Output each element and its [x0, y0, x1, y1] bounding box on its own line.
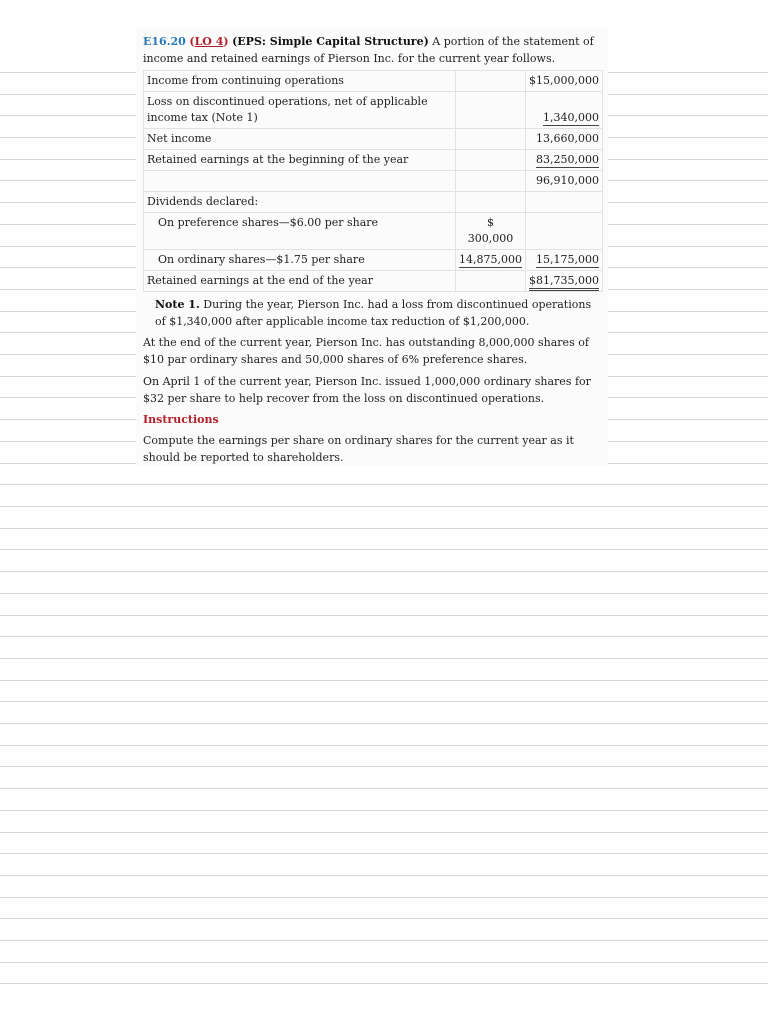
row-col3: 96,910,000 [526, 171, 603, 192]
table-row [144, 171, 603, 192]
row-label: On preference shares—$6.00 per share [144, 213, 456, 250]
row-col2-cell [456, 250, 526, 271]
table-row [144, 192, 603, 213]
rule-line [0, 571, 768, 572]
row-col3-cell [526, 92, 603, 129]
table-row [144, 71, 603, 92]
row-col3: 13,660,000 [526, 129, 603, 150]
row-label: Retained earnings at the end of the year [144, 271, 456, 292]
table-row [144, 92, 603, 129]
lo-close-paren: ) [223, 35, 229, 48]
row-label: Retained earnings at the beginning of the year [144, 150, 456, 171]
row-col3: $15,000,000 [526, 71, 603, 92]
table-row [144, 250, 603, 271]
row-col3: 1,340,000 [543, 111, 599, 124]
row-col2 [456, 71, 526, 92]
instructions-heading: Instructions [143, 413, 219, 426]
dollar-sign: $ [487, 216, 495, 229]
exercise-heading [143, 33, 603, 67]
paragraph-share-issuance: On April 1 of the current year, Pierson Inc. issued 1,000,000 ordinary shares for $32 per share to help recover from the loss on discontinued operations. [143, 375, 591, 405]
rule-line [0, 940, 768, 941]
table-row [144, 213, 603, 250]
rule-line [0, 636, 768, 637]
rule-line [0, 766, 768, 767]
row-col3: $81,735,000 [529, 274, 599, 291]
row-col2 [456, 92, 526, 129]
rule-line [0, 549, 768, 550]
rule-line [0, 962, 768, 963]
rule-line [0, 788, 768, 789]
learning-objective-link[interactable]: LO 4 [194, 35, 224, 48]
rule-line [0, 918, 768, 919]
row-label: On ordinary shares—$1.75 per share [144, 250, 456, 271]
instructions-text: Compute the earnings per share on ordinary shares for the current year as it should be reported to shareholders. [143, 434, 574, 464]
row-label: Net income [144, 129, 456, 150]
row-col2: 14,875,000 [459, 253, 523, 266]
rule-line [0, 615, 768, 616]
lo-open-paren: ( [189, 35, 195, 48]
row-col2-cell [456, 213, 526, 250]
row-col2 [456, 129, 526, 150]
row-label [144, 171, 456, 192]
row-label: Income from continuing operations [144, 71, 456, 92]
rule-line [0, 506, 768, 507]
row-col3-cell [526, 250, 603, 271]
row-col2: 300,000 [467, 232, 514, 245]
row-col2 [456, 192, 526, 213]
table-row [144, 129, 603, 150]
rule-line [0, 658, 768, 659]
row-col3-cell [526, 150, 603, 171]
rule-line [0, 810, 768, 811]
rule-line [0, 983, 768, 984]
rule-line [0, 680, 768, 681]
rule-line [0, 701, 768, 702]
table-row [144, 150, 603, 171]
note-1 [155, 296, 601, 330]
exercise-number: E16.20 [143, 35, 186, 48]
row-col2 [456, 271, 526, 292]
row-label: Dividends declared: [144, 192, 456, 213]
note-text: During the year, Pierson Inc. had a loss from discontinued operations of $1,340,000 after applicable income tax reduction of $1,200,000. [155, 298, 592, 328]
income-retained-earnings-statement [143, 70, 603, 292]
table-row [144, 271, 603, 292]
row-col3: 83,250,000 [536, 153, 599, 166]
row-col3 [526, 192, 603, 213]
rule-line [0, 875, 768, 876]
rule-line [0, 593, 768, 594]
rule-line [0, 723, 768, 724]
rule-line [0, 484, 768, 485]
rule-line [0, 745, 768, 746]
row-col3: 15,175,000 [536, 253, 599, 266]
row-col2 [456, 171, 526, 192]
rule-line [0, 528, 768, 529]
row-label: Loss on discontinued operations, net of applicable income tax (Note 1) [144, 92, 456, 129]
row-col2 [456, 150, 526, 171]
row-col3 [526, 213, 603, 250]
rule-line [0, 897, 768, 898]
rule-line [0, 853, 768, 854]
note-label: Note 1. [155, 298, 200, 311]
exercise-intro: A portion of the statement of income and retained earnings of Pierson Inc. for the current year follows. [143, 35, 594, 65]
row-col3-cell [526, 271, 603, 292]
paragraph-outstanding-shares: At the end of the current year, Pierson Inc. has outstanding 8,000,000 shares of $10 par ordinary shares and 50,000 shares of 6% preference shares. [143, 336, 589, 366]
rule-line [0, 832, 768, 833]
exercise-topic: (EPS: Simple Capital Structure) [232, 35, 429, 48]
